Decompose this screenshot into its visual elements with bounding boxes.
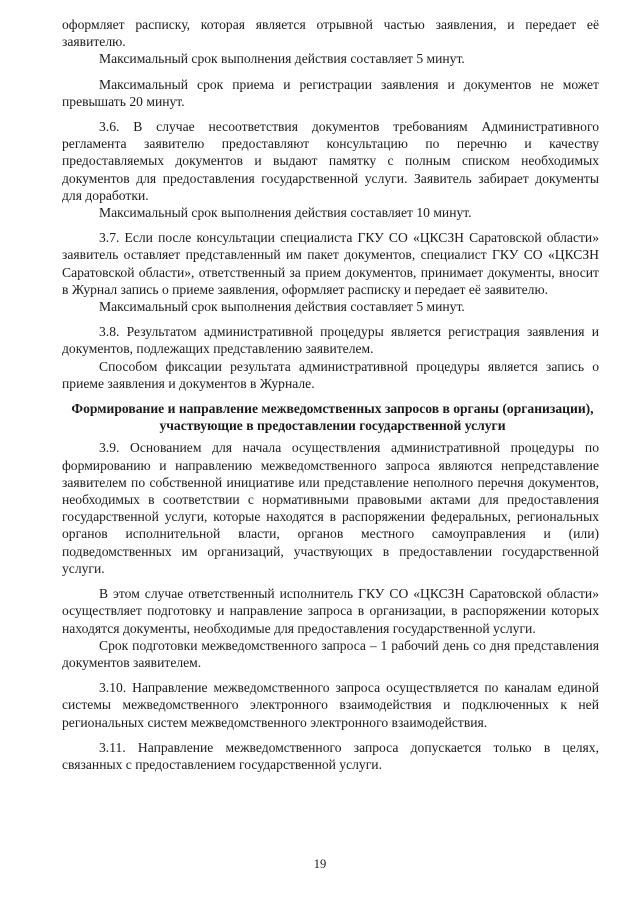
paragraph-3-9: 3.9. Основанием для начала осуществления административной процедуры по формированию и направлению межведомственного запроса являются непредставление заявителем по собственной инициативе или представление неполного перечня документов, необходимых в соответствии с нормативными правовыми актами для предоставления государственной услуги, которые находятся в распоряжении федеральных, региональных органов исполнительной власти, органов местного самоуправления и (или) подведомственных им организаций, участвующих в предоставлении государственной услуги. bbox=[62, 440, 599, 576]
paragraph-request-deadline: Срок подготовки межведомственного запроса – 1 рабочий день со дня представления документов заявителем. bbox=[62, 637, 599, 670]
paragraph-3-11: 3.11. Направление межведомственного запроса допускается только в целях, связанных с предоставлением государственной услуги. bbox=[62, 739, 599, 772]
paragraph-3-6: 3.6. В случае несоответствия документов требованиям Административного регламента заявителю предоставляют консультацию по перечню и качеству предоставляемых документов и выдают памятку с полным списком необходимых документов для предоставления государственной услуги. Заявитель забирает документы для доработки. bbox=[62, 119, 599, 203]
paragraph-max-time-5-min-2: Максимальный срок выполнения действия составляет 5 минут. bbox=[99, 299, 465, 315]
paragraph-responsible-executor: В этом случае ответственный исполнитель ГКУ СО «ЦКСЗН Саратовской области» осуществляет подготовку и направление запроса в организации, в распоряжении которых находятся документы, необходимые для предоставления государственной услуги. bbox=[62, 586, 599, 636]
paragraph-max-time-10-min: Максимальный срок выполнения действия составляет 10 минут. bbox=[99, 205, 472, 221]
paragraph-fixation-method: Способом фиксации результата административной процедуры является запись о приеме заявления и документов в Журнале. bbox=[62, 358, 599, 391]
paragraph-3-10: 3.10. Направление межведомственного запроса осуществляется по каналам единой системы межведомственного электронного взаимодействия и подключенных к ней региональных систем межведомственного электронного взаимодействия. bbox=[62, 680, 599, 730]
paragraph-3-7: 3.7. Если после консультации специалиста ГКУ СО «ЦКСЗН Саратовской области» заявитель оставляет представленный им пакет документов, специалист ГКУ СО «ЦКСЗН Саратовской области», ответственный за прием документов, принимает документы, вносит в Журнал запись о приеме заявления, оформляет расписку и передает её заявителю. bbox=[62, 230, 599, 297]
section-heading: Формирование и направление межведомственных запросов в органы (организации), участвующие в предоставлении государственной услуги bbox=[71, 401, 594, 434]
paragraph-max-time-20-min: Максимальный срок приема и регистрации заявления и документов не может превышать 20 минут. bbox=[62, 76, 599, 109]
paragraph-3-8: 3.8. Результатом административной процедуры является регистрация заявления и документов, подлежащих представлению заявителем. bbox=[62, 324, 599, 357]
page-number: 19 bbox=[313, 857, 327, 871]
paragraph-receipt-continuation: оформляет расписку, которая является отрывной частью заявления, и передает её заявителю. bbox=[62, 17, 599, 50]
paragraph-max-time-5-min: Максимальный срок выполнения действия составляет 5 минут. bbox=[99, 51, 465, 67]
